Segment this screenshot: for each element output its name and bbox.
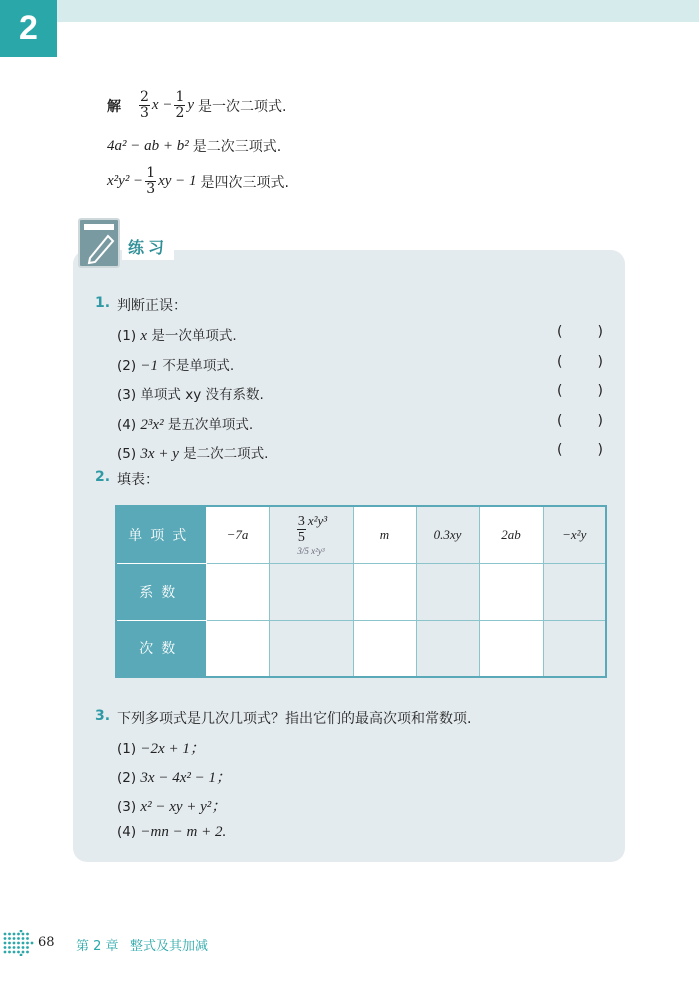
solution-line-3 <box>107 166 289 197</box>
solution-line-1 <box>107 90 287 121</box>
row-header: 单项式 <box>116 506 206 563</box>
polynomial-item: (2) 3x − 4x² − 1； <box>117 770 231 786</box>
practice-title: 练习 <box>122 232 174 260</box>
dot <box>22 937 25 940</box>
footer-title: 整式及其加减 <box>130 939 209 954</box>
text: 是二次三项式. <box>192 139 282 155</box>
table-cell[interactable] <box>479 563 543 620</box>
true-false-item: (1) x 是一次单项式. <box>117 328 237 344</box>
dot <box>26 937 29 940</box>
table-cell[interactable] <box>269 620 353 677</box>
table-cell[interactable] <box>543 620 606 677</box>
table-cell[interactable] <box>416 620 479 677</box>
solution-line-2 <box>107 136 281 156</box>
dot <box>22 933 25 936</box>
table-cell[interactable] <box>206 563 269 620</box>
dot <box>17 942 20 945</box>
dot <box>4 942 7 945</box>
dot <box>8 946 11 949</box>
table-cell[interactable] <box>353 620 416 677</box>
header-band <box>57 0 699 22</box>
question-1: 1. 判断正误： <box>95 295 187 314</box>
dot <box>22 946 25 949</box>
dot <box>8 933 11 936</box>
polynomial-item: (4) −mn − m + 2. <box>117 824 227 840</box>
table-cell: −7a <box>206 506 269 563</box>
row-header: 系数 <box>116 563 206 620</box>
dot <box>17 946 20 949</box>
question-3: 3. 下列多项式是几次几项式？指出它们的最高次项和常数项. <box>95 708 472 727</box>
answer-blank[interactable]: ( ) <box>557 353 603 370</box>
dot <box>13 933 16 936</box>
table-cell[interactable] <box>206 620 269 677</box>
expr: x − <box>151 97 173 113</box>
dot <box>8 951 11 954</box>
answer-blank[interactable]: ( ) <box>557 442 603 458</box>
dot <box>4 951 7 954</box>
dot <box>8 937 11 940</box>
fraction: $\frac{1}{3}$ <box>146 165 156 197</box>
table-cell[interactable] <box>416 563 479 620</box>
dot <box>4 937 7 940</box>
table-cell: $\frac{3}{5}$ x²y³ 3/5 x²y³ <box>269 506 353 563</box>
monomial-table <box>115 505 607 678</box>
dot <box>17 951 20 954</box>
dot <box>4 946 7 949</box>
expr: y <box>187 97 195 113</box>
answer-blank[interactable]: ( ) <box>557 412 603 429</box>
polynomial-item: (3) x² − xy + y²； <box>117 799 227 815</box>
dot <box>22 942 25 945</box>
dot <box>13 937 16 940</box>
table-cell: −x²y <box>543 506 606 563</box>
text: 是四次三项式. <box>200 174 289 191</box>
polynomial-item: (1) −2x + 1； <box>117 741 205 757</box>
table-cell[interactable] <box>353 563 416 620</box>
table-cell[interactable] <box>543 563 606 620</box>
solution-label: 解 <box>107 98 121 115</box>
table-cell: 2ab <box>479 506 543 563</box>
dot <box>17 937 20 940</box>
expr: 4a² − ab + b² <box>107 137 189 154</box>
dot <box>20 954 23 956</box>
expr: xy − 1 <box>158 173 197 189</box>
row-header: 次数 <box>116 620 206 677</box>
text: 是一次二项式. <box>198 98 287 115</box>
fraction: $\frac{2}{3}$ <box>140 89 149 121</box>
dot <box>26 946 29 949</box>
table-cell: 0.3xy <box>416 506 479 563</box>
dot <box>8 942 11 945</box>
dot <box>17 933 20 936</box>
answer-blank[interactable]: ( ) <box>557 324 603 340</box>
fraction: $\frac{1}{2}$ <box>175 89 185 121</box>
dot <box>20 930 23 932</box>
page-number: 68 <box>38 935 55 950</box>
true-false-item: (3) 单项式 xy 没有系数. <box>117 387 264 403</box>
dot <box>4 933 7 936</box>
dot <box>31 942 34 945</box>
expr: x²y² − <box>107 173 144 189</box>
table-cell[interactable] <box>269 563 353 620</box>
answer-blank[interactable]: ( ) <box>557 383 603 399</box>
dots-arrow-icon <box>2 930 36 960</box>
pencil-notebook-icon <box>78 218 120 268</box>
dot <box>13 946 16 949</box>
monomial-flat-text: 3/5 x²y³ <box>297 546 325 557</box>
true-false-item: (5) 3x + y 是二次二项式. <box>117 446 269 462</box>
dot <box>26 942 29 945</box>
dot <box>22 951 25 954</box>
true-false-item: (2) −1 不是单项式. <box>117 357 235 374</box>
table-cell[interactable] <box>479 620 543 677</box>
dot <box>26 951 29 954</box>
dot <box>13 942 16 945</box>
footer-chapter: 第 2 章 <box>76 939 119 954</box>
dot <box>26 933 29 936</box>
table-cell: m <box>353 506 416 563</box>
dot <box>13 951 16 954</box>
chapter-number: 2 <box>0 0 57 57</box>
true-false-item: (4) 2³x² 是五次单项式. <box>117 416 254 433</box>
question-2: 2. 填表： <box>95 469 159 488</box>
